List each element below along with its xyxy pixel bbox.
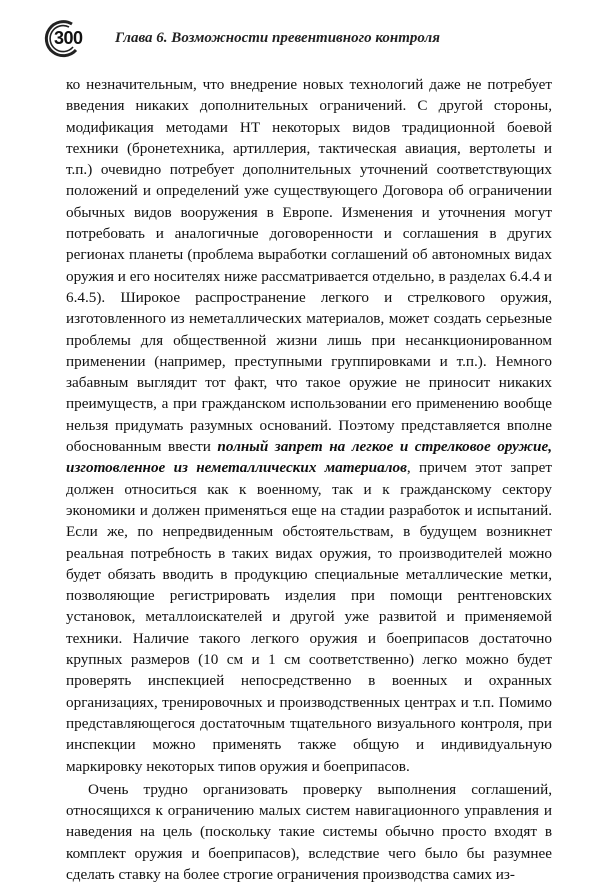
emphasized-phrase: полный запрет на легкое и стрелковое оружие, изготовленное из неметаллических материалов <box>66 438 552 477</box>
chapter-running-head: Глава 6. Возможности превентивного контроля <box>115 30 440 46</box>
paragraph-1 <box>66 74 552 777</box>
page-number-badge <box>42 18 82 58</box>
paragraph-2: Очень трудно организовать проверку выполнения соглашений, относящихся к ограничению малых систем навигационного управления и наведения на цель (поскольку такие системы обычно просто входят в комплект оружия и боеприпасов), вследствие чего было бы разумнее сделать ставку на более строгие ограничения производства самих из- <box>66 780 552 883</box>
paragraph-1-text-end: , причем этот запрет должен относиться как к военному, так и к гражданскому сектору экономики и должен применяться еще на стадии разработок и испытаний. Если же, по непредвиденным обстоятельствам, в будущем возникнет реальная потребность в таких видах оружия, то производителей можно будет обязать вводить в продукцию специальные металлические метки, позволяющие регистрировать изделия при помощи рентгеновских установок, металлоискателей и другой уже развитой и применяемой техники. Наличие такого легкого оружия и боеприпасов достаточно крупных размеров (10 см и 1 см соответственно) легко можно будет проверять инспекцией непосредственно в военных и охранных организациях, тренировочных и производственных центрах и т.п. Помимо представляющегося достаточным тщательного визуального контроля, при инспекции можно применять также общую и индивидуальную маркировку некоторых типов оружия и боеприпасов. <box>66 459 553 775</box>
body-text <box>66 74 552 885</box>
page-number: 300 <box>54 28 83 48</box>
page-header <box>42 18 562 62</box>
paragraph-1-text-start: ко незначительным, что внедрение новых технологий даже не потребует введения никаких дополнительных ограничений. С другой стороны, модификация методами НТ некоторых видов традиционной боевой техники (бронетехника, артиллерия, тактическая авиация, вертолеты и т.п.) очевидно потребует дополнительных уточнений соответствующих положений и определений уже существующего Договора об ограничении обычных видов вооружения в Европе. Изменения и уточнения могут потребовать и аналогичные договоренности и соглашения в других регионах планеты (проблема выработки соглашений об автономных видах оружия и его носителях ниже рассматривается отдельно, в разделах 6.4.4 и 6.4.5). Широкое распространение легкого и стрелкового оружия, изготовленного из неметаллических материалов, может создать серьезные проблемы для общественной жизни лишь при несанкционированном применении (например, преступными группировками и т.п.). Немного забавным выглядит тот факт, что такое оружие не приносит никаких преимуществ, а при гражданском использовании его применению вообще нельзя придумать разумных оснований. Поэтому представляется вполне обоснованным ввести <box>66 76 552 456</box>
